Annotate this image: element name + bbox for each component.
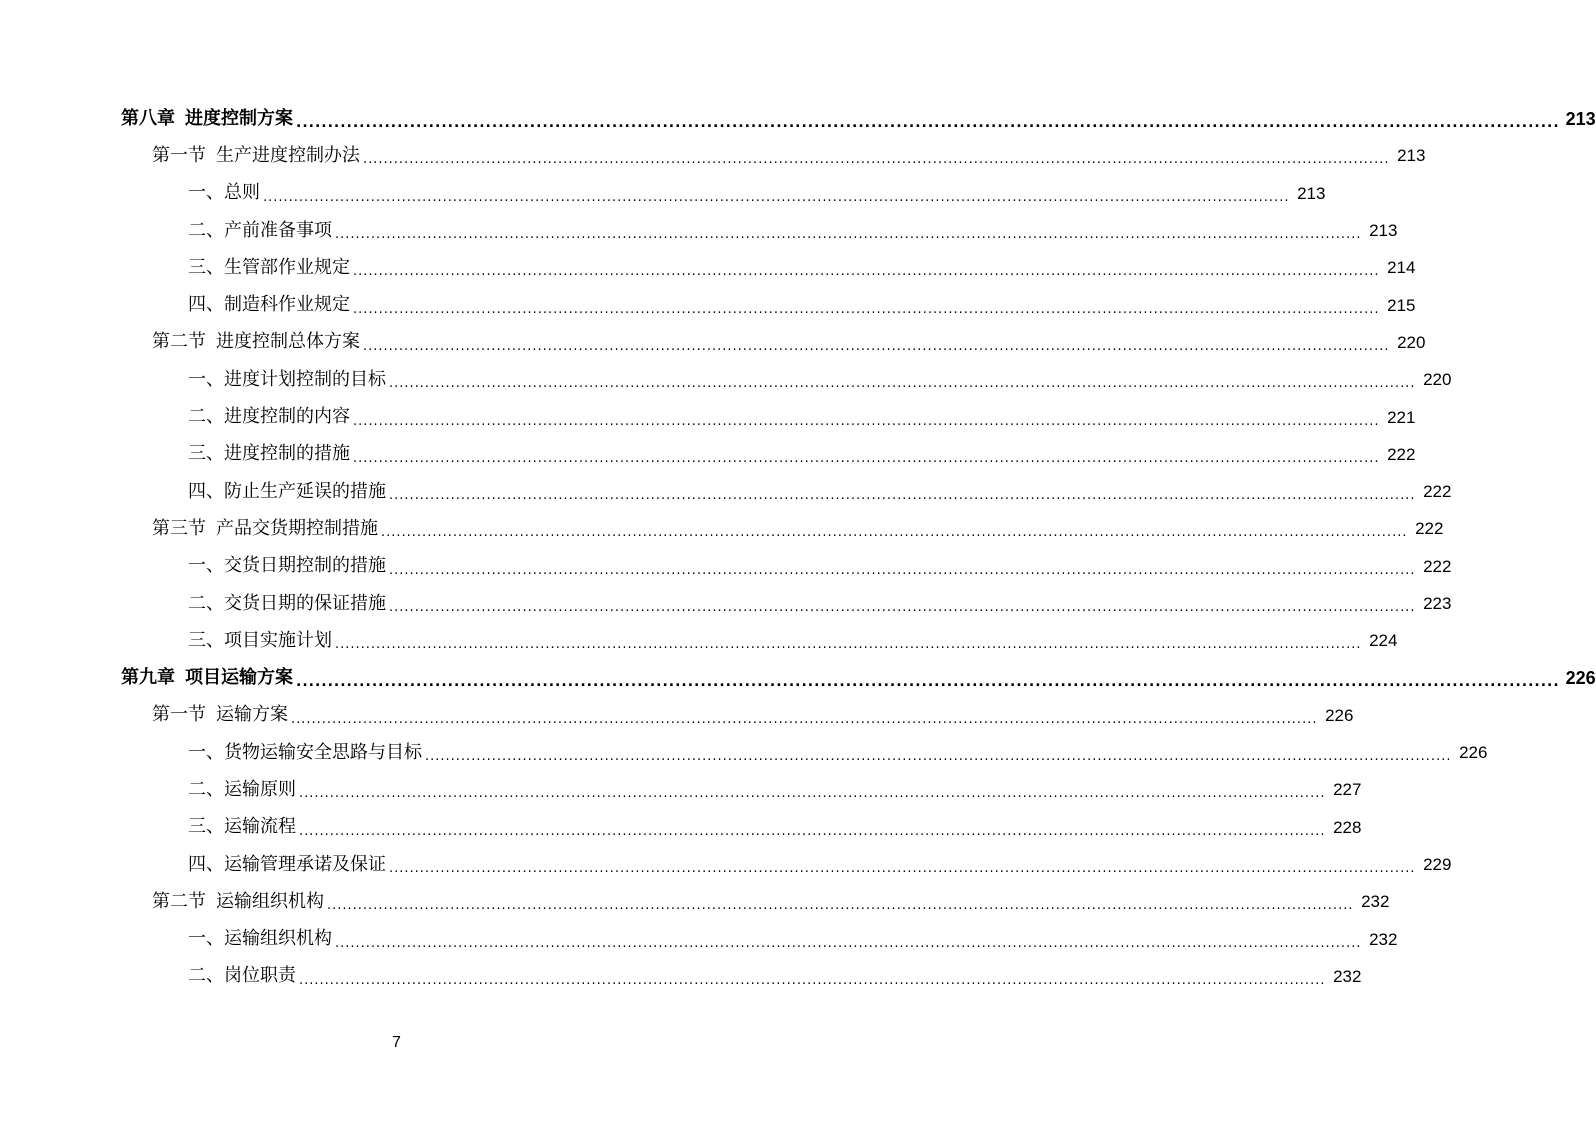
toc-entry-number: 第三节 xyxy=(152,517,206,539)
toc-entry-number: 二、 xyxy=(188,219,224,241)
toc-item-entry[interactable] xyxy=(0,436,1416,473)
dot-leader: ........................................................................................................................................................................................................ xyxy=(389,861,1416,877)
toc-entry-number: 第九章 xyxy=(121,667,175,689)
toc-entry-text: 运输组织机构 xyxy=(224,928,332,950)
toc-page-number: 227 xyxy=(1333,780,1362,800)
dot-leader: ........................................................................................................................................................................................................ xyxy=(296,674,1560,691)
toc-item-entry[interactable] xyxy=(0,175,1326,212)
toc-section-entry[interactable] xyxy=(0,137,1426,174)
toc-entry-number: 一、 xyxy=(188,182,224,204)
toc-item-entry[interactable] xyxy=(0,585,1452,622)
toc-item-entry[interactable] xyxy=(0,921,1398,958)
toc-entry-title xyxy=(188,296,350,314)
dot-leader: ........................................................................................................................................................................................................ xyxy=(353,264,1380,280)
toc-entry-number: 第二节 xyxy=(152,890,206,912)
toc-entry-title xyxy=(121,669,293,687)
dot-leader: ........................................................................................................................................................................................................ xyxy=(299,786,1326,802)
toc-entry-text: 项目运输方案 xyxy=(185,667,293,689)
toc-entry-text: 岗位职责 xyxy=(224,965,296,987)
toc-page-number: 222 xyxy=(1423,482,1452,502)
toc-page-number: 232 xyxy=(1333,966,1362,986)
toc-entry-text: 产前准备事项 xyxy=(224,219,332,241)
toc-entry-text: 交货日期的保证措施 xyxy=(224,592,386,614)
dot-leader: ........................................................................................................................................................................................................ xyxy=(389,600,1416,615)
toc-entry-title xyxy=(188,778,296,800)
toc-chapter-entry[interactable] xyxy=(0,100,1596,137)
toc-entry-title xyxy=(152,144,360,166)
toc-page-number: 221 xyxy=(1387,407,1416,427)
dot-leader: ........................................................................................................................................................................................................ xyxy=(299,823,1326,839)
dot-leader: ........................................................................................................................................................................................................ xyxy=(291,711,1318,727)
toc-entry-text: 货物运输安全思路与目标 xyxy=(224,741,422,763)
toc-entry-text: 进度计划控制的目标 xyxy=(224,368,386,390)
dot-leader: ........................................................................................................................................................................................................ xyxy=(335,227,1362,243)
toc-entry-title xyxy=(188,818,296,836)
page-number: 7 xyxy=(392,1034,401,1051)
toc-item-entry[interactable] xyxy=(0,622,1398,659)
toc-entry-title xyxy=(188,853,386,875)
toc-section-entry[interactable] xyxy=(0,324,1426,361)
dot-leader: ........................................................................................................................................................................................................ xyxy=(296,114,1560,131)
toc-item-entry[interactable] xyxy=(0,958,1362,995)
toc-page-number: 220 xyxy=(1397,332,1426,352)
toc-page-number: 215 xyxy=(1387,295,1416,315)
toc-entry-title xyxy=(152,333,360,351)
toc-entry-title xyxy=(188,408,350,426)
dot-leader: ........................................................................................................................................................................................................ xyxy=(389,562,1416,578)
toc-page-number: 228 xyxy=(1333,817,1362,837)
dot-leader: ........................................................................................................................................................................................................ xyxy=(263,189,1290,205)
toc-entry-title xyxy=(188,480,386,502)
toc-entry-title xyxy=(188,592,386,614)
toc-entry-number: 四、 xyxy=(188,853,224,875)
toc-page-number: 222 xyxy=(1387,444,1416,464)
toc-entry-text: 总则 xyxy=(224,182,260,204)
toc-page-number: 213 xyxy=(1297,183,1326,203)
dot-leader: ........................................................................................................................................................................................................ xyxy=(389,376,1416,392)
table-of-contents xyxy=(0,100,1596,995)
toc-item-entry[interactable] xyxy=(0,734,1488,771)
toc-entry-title xyxy=(188,930,332,948)
toc-entry-title xyxy=(188,629,332,651)
dot-leader: ........................................................................................................................................................................................................ xyxy=(353,450,1380,466)
toc-entry-number: 第八章 xyxy=(121,107,175,129)
toc-entry-number: 第二节 xyxy=(152,331,206,353)
toc-entry-title xyxy=(188,741,422,763)
dot-leader: ........................................................................................................................................................................................................ xyxy=(335,935,1362,951)
toc-item-entry[interactable] xyxy=(0,398,1416,435)
toc-entry-title xyxy=(188,368,386,390)
toc-entry-number: 二、 xyxy=(188,406,224,428)
toc-page-number: 213 xyxy=(1369,221,1398,241)
toc-entry-title xyxy=(152,890,324,912)
toc-entry-number: 一、 xyxy=(188,555,224,577)
toc-item-entry[interactable] xyxy=(0,548,1452,585)
dot-leader: ........................................................................................................................................................................................................ xyxy=(425,749,1452,765)
toc-item-entry[interactable] xyxy=(0,286,1416,323)
dot-leader: ........................................................................................................................................................................................................ xyxy=(363,152,1390,168)
toc-page-number: 214 xyxy=(1387,258,1416,278)
toc-item-entry[interactable] xyxy=(0,809,1362,846)
toc-entry-text: 防止生产延误的措施 xyxy=(224,480,386,502)
toc-entry-number: 四、 xyxy=(188,480,224,502)
toc-page-number: 223 xyxy=(1423,594,1452,613)
toc-item-entry[interactable] xyxy=(0,361,1452,398)
toc-entry-title xyxy=(188,967,296,985)
toc-item-entry[interactable] xyxy=(0,771,1362,808)
toc-item-entry[interactable] xyxy=(0,846,1452,883)
toc-page-number: 222 xyxy=(1423,556,1452,576)
toc-page-number: 226 xyxy=(1459,743,1488,763)
toc-page-number: 224 xyxy=(1369,631,1398,651)
toc-entry-text: 生产进度控制办法 xyxy=(216,144,360,166)
toc-chapter-entry[interactable] xyxy=(0,659,1596,696)
toc-entry-title xyxy=(121,107,293,129)
dot-leader: ........................................................................................................................................................................................................ xyxy=(381,525,1408,541)
toc-entry-text: 运输方案 xyxy=(216,704,288,726)
toc-page-number: 222 xyxy=(1415,519,1444,539)
toc-section-entry[interactable] xyxy=(0,883,1390,920)
toc-section-entry[interactable] xyxy=(0,510,1444,547)
toc-entry-number: 一、 xyxy=(188,741,224,763)
toc-entry-title xyxy=(152,706,288,724)
dot-leader: ........................................................................................................................................................................................................ xyxy=(389,488,1416,504)
toc-entry-number: 第一节 xyxy=(152,704,206,726)
toc-entry-number: 二、 xyxy=(188,965,224,987)
toc-entry-number: 一、 xyxy=(188,368,224,390)
toc-entry-number: 第一节 xyxy=(152,144,206,166)
toc-entry-number: 三、 xyxy=(188,443,224,465)
toc-page-number: 229 xyxy=(1423,855,1452,875)
toc-page-number: 213 xyxy=(1397,146,1426,166)
toc-entry-title xyxy=(152,517,378,539)
dot-leader: ........................................................................................................................................................................................................ xyxy=(299,972,1326,988)
dot-leader: ........................................................................................................................................................................................................ xyxy=(353,301,1380,317)
toc-item-entry[interactable] xyxy=(0,212,1398,249)
toc-entry-text: 制造科作业规定 xyxy=(224,294,350,316)
toc-entry-text: 运输管理承诺及保证 xyxy=(224,853,386,875)
toc-entry-text: 运输流程 xyxy=(224,816,296,838)
dot-leader: ........................................................................................................................................................................................................ xyxy=(363,338,1390,354)
toc-entry-text: 进度控制总体方案 xyxy=(216,331,360,353)
toc-entry-title xyxy=(188,184,260,202)
toc-entry-text: 进度控制的措施 xyxy=(224,443,350,465)
toc-section-entry[interactable] xyxy=(0,697,1354,734)
toc-page-number: 226 xyxy=(1565,668,1596,689)
toc-page-number: 232 xyxy=(1361,892,1390,912)
toc-entry-text: 进度控制方案 xyxy=(185,107,293,129)
toc-item-entry[interactable] xyxy=(0,473,1452,510)
toc-entry-title xyxy=(188,557,386,575)
toc-entry-title xyxy=(188,256,350,278)
toc-entry-text: 交货日期控制的措施 xyxy=(224,555,386,577)
toc-entry-title xyxy=(188,445,350,463)
toc-entry-text: 生管部作业规定 xyxy=(224,256,350,278)
toc-entry-number: 三、 xyxy=(188,816,224,838)
toc-entry-number: 二、 xyxy=(188,592,224,614)
dot-leader: ........................................................................................................................................................................................................ xyxy=(353,413,1380,429)
toc-page-number: 220 xyxy=(1423,370,1452,390)
dot-leader: ........................................................................................................................................................................................................ xyxy=(335,637,1362,653)
toc-entry-number: 三、 xyxy=(188,256,224,278)
toc-entry-text: 运输原则 xyxy=(224,778,296,800)
toc-page-number: 213 xyxy=(1565,108,1596,129)
toc-entry-text: 产品交货期控制措施 xyxy=(216,517,378,539)
dot-leader: ........................................................................................................................................................................................................ xyxy=(327,898,1354,914)
toc-entry-title xyxy=(188,219,332,241)
toc-entry-number: 三、 xyxy=(188,629,224,651)
toc-page-number: 232 xyxy=(1369,929,1398,949)
toc-entry-number: 一、 xyxy=(188,928,224,950)
toc-entry-number: 四、 xyxy=(188,294,224,316)
toc-entry-number: 二、 xyxy=(188,778,224,800)
toc-entry-text: 运输组织机构 xyxy=(216,890,324,912)
toc-entry-text: 项目实施计划 xyxy=(224,629,332,651)
toc-item-entry[interactable] xyxy=(0,249,1416,286)
toc-page-number: 226 xyxy=(1325,705,1354,725)
toc-entry-text: 进度控制的内容 xyxy=(224,406,350,428)
